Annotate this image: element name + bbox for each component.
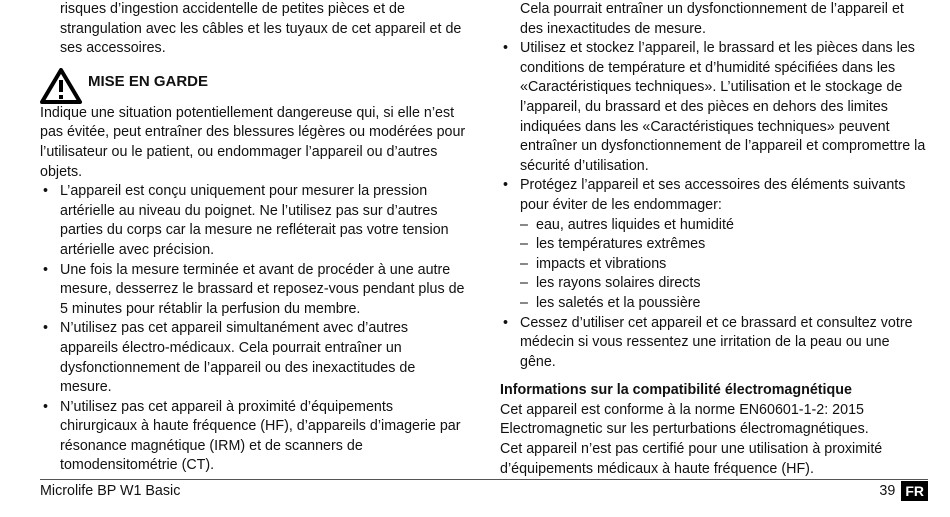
- page-number: 39: [879, 483, 896, 499]
- list-item: • Cessez d’utiliser cet appareil et ce brassard et consultez votre médecin si vous ressentez une irritation de la peau ou une gêne.: [500, 314, 928, 373]
- list-item: • L’appareil est conçu uniquement pour mesurer la pression artérielle au niveau du poignet. Ne l’utilisez pas sur d’autres parties du corps car la mesure ne refléterait pas votre tension artérielle avec précision.: [40, 182, 470, 260]
- protect-intro: Protégez l’appareil et ses accessoires des éléments suivants pour éviter de les endommager:: [520, 177, 906, 213]
- list-item: • N’utilisez pas cet appareil à proximité d’équipements chirurgicaux à haute fréquence (HF), d’appareils d’imagerie par résonance magnétique (IRM) et de scanners de tomodensitométrie (CT).: [40, 398, 470, 476]
- warning-title: MISE EN GARDE: [88, 72, 209, 90]
- emc-text-1: Cet appareil est conforme à la norme EN60601-1-2: 2015 Electromagnetic sur les perturbations électromagnétiques.: [500, 401, 869, 438]
- sublist-item: – eau, autres liquides et humidité: [520, 216, 928, 236]
- sublist-item: – les températures extrêmes: [520, 235, 928, 255]
- footer-product-name: Microlife BP W1 Basic: [40, 483, 181, 499]
- left-continuation-text: risques d’ingestion accidentelle de petites pièces et de strangulation avec les câbles et les tuyaux de cet appareil et de ses accessoires.: [60, 1, 462, 57]
- warning-heading: [40, 68, 470, 104]
- emc-section-title: Informations sur la compatibilité électromagnétique: [500, 382, 852, 399]
- footer-page-info: [879, 481, 928, 501]
- left-column: [40, 0, 470, 476]
- left-bullet-list: [40, 182, 470, 476]
- emc-text-2: Cet appareil n’est pas certifié pour une utilisation à proximité d’équipements médicaux à haute fréquence (HF).: [500, 441, 883, 477]
- right-bullet-list: [500, 39, 928, 372]
- warning-triangle-icon: [40, 68, 82, 104]
- sublist-item: – impacts et vibrations: [520, 255, 928, 275]
- sublist-item: – les saletés et la poussière: [520, 294, 928, 314]
- language-badge: FR: [901, 481, 928, 501]
- sublist-item: – les rayons solaires directs: [520, 274, 928, 294]
- list-item: • Utilisez et stockez l’appareil, le brassard et les pièces dans les conditions de température et d’humidité spécifiées dans les «Caractéristiques techniques». L’utilisation et le stockage de l’appareil, du brassard et des pièces en dehors des limites indiquées dans les «Caractéristiques techniques» peuvent entraîner un dysfonctionnement de l’appareil et compromettre la sécurité d’utilisation.: [500, 39, 928, 176]
- list-item: [500, 176, 928, 313]
- footer-divider: [40, 479, 928, 480]
- warning-description: Indique une situation potentiellement dangereuse qui, si elle n’est pas évitée, peut entraîner des blessures légères ou modérées pour l’utilisateur ou le patient, ou endommager l’appareil ou d’autres objets.: [40, 104, 466, 180]
- list-item: • N’utilisez pas cet appareil simultanément avec d’autres appareils électro-médicaux. Cela pourrait entraîner un dysfonctionnement de l’appareil ou des inexactitudes de mesure.: [40, 319, 470, 397]
- right-continuation-text: Cela pourrait entraîner un dysfonctionnement de l’appareil et des inexactitudes de mesure.: [520, 1, 904, 37]
- list-item: • Une fois la mesure terminée et avant de procéder à une autre mesure, desserrez le brassard et reposez-vous pendant plus de 5 minutes pour rétablir la perfusion du membre.: [40, 261, 470, 320]
- protect-sublist: [520, 216, 928, 314]
- right-column: [500, 0, 928, 479]
